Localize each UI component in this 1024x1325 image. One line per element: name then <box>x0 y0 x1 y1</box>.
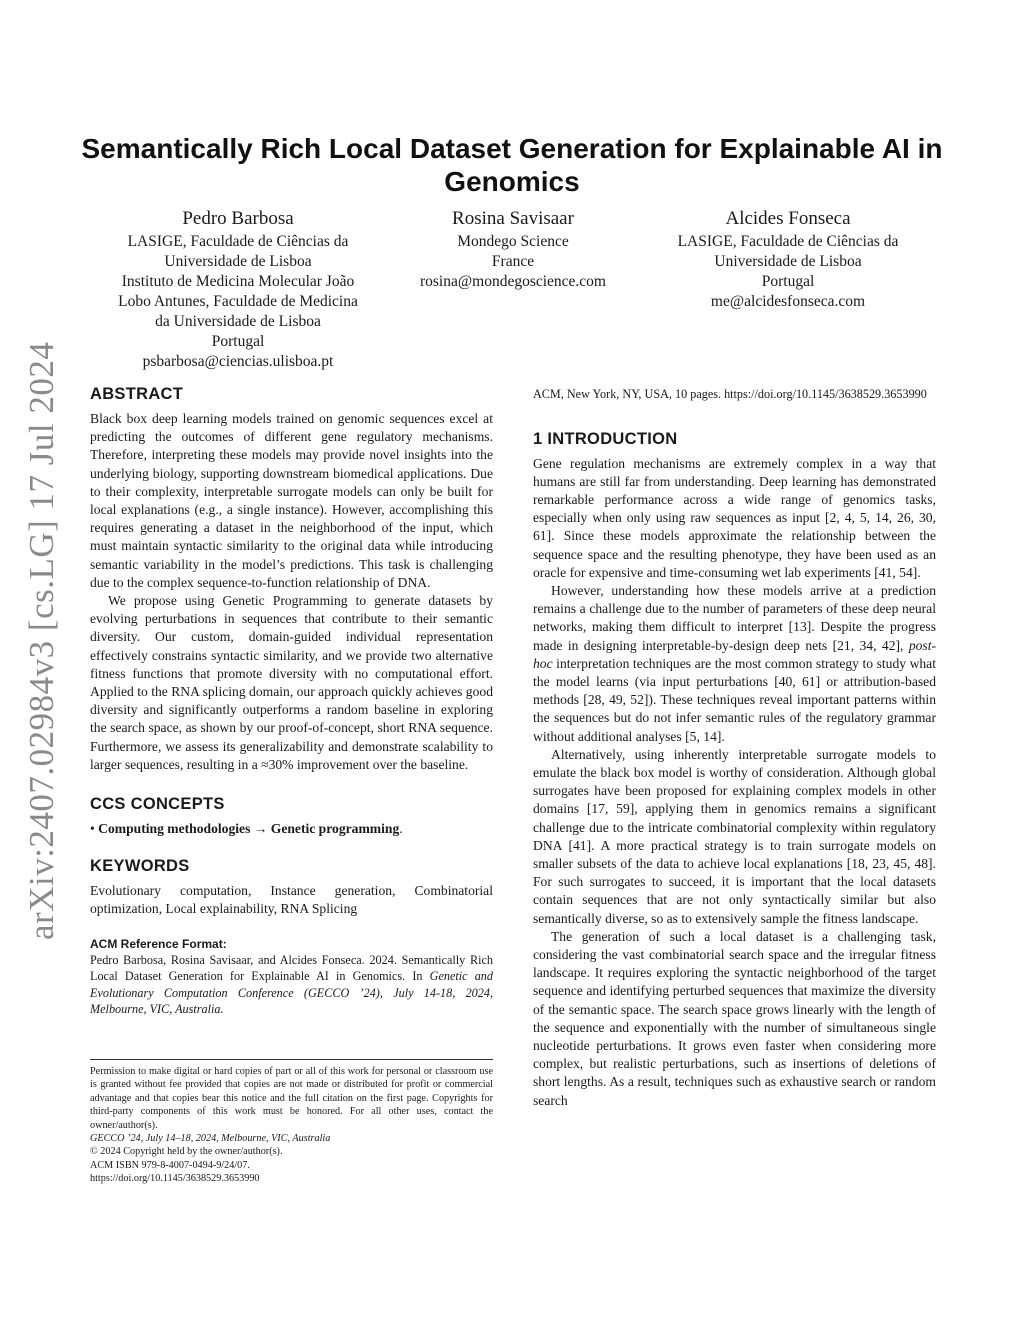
author-country: Portugal <box>211 333 265 350</box>
author-affiliation: da Universidade de Lisboa <box>155 313 321 330</box>
author-affiliation: LASIGE, Faculdade de Ciências da <box>127 233 349 250</box>
doi-link[interactable]: https://doi.org/10.1145/3638529.3653990 <box>90 1173 260 1185</box>
intro-paragraph-2: However, understanding how these models arrive at a prediction remains a challenge due to the number of parameters of these deep neural networks, making them difficult to interpret [13]. Despite the progress made in designing interpretable-by-design deep nets [21, 34, 42], post-hoc interpretation techniques are the most common strategy to study what the model learns (via input perturbations [40, 61] or attribution-based methods [28, 49, 52]). These techniques reveal important patterns within the sequences but do not infer semantic rules of the regulatory grammar without additional analyses [5, 14]. <box>533 582 936 744</box>
author-name: Alcides Fonseca <box>725 208 851 229</box>
footnote-divider <box>90 1059 493 1060</box>
copyright-line: © 2024 Copyright held by the owner/author(s). <box>90 1146 283 1158</box>
author-affiliation: Lobo Antunes, Faculdade de Medicina <box>118 293 358 310</box>
author-name: Rosina Savisaar <box>452 208 574 229</box>
copyright-footnote <box>90 1059 493 1186</box>
isbn-line: ACM ISBN 979-8-4007-0494-9/24/07. <box>90 1159 250 1171</box>
acm-reference-continued: ACM, New York, NY, USA, 10 pages. https://doi.org/10.1145/3638529.3653990 <box>533 387 927 401</box>
author-email: rosina@mondegoscience.com <box>419 273 606 290</box>
acm-reference-text: Pedro Barbosa, Rosina Savisaar, and Alcides Fonseca. 2024. Semantically Rich Local Dataset Generation for Explainable AI in Genomics. In Genetic and Evolutionary Computation Conference (GECCO ’24), July 14-18, 2024, Melbourne, VIC, Australia. <box>90 952 493 1017</box>
author-affiliation: Universidade de Lisboa <box>164 253 312 270</box>
keywords-heading: KEYWORDS <box>90 857 190 876</box>
acm-reference-heading: ACM Reference Format: <box>90 936 227 951</box>
permission-notice: Permission to make digital or hard copies of part or all of this work for personal or classroom use is granted without fee provided that copies are not made or distributed for profit or commercial advantage and that copies bear this notice and the full citation on the first page. Copyrights for third-party components of this work must be honored. For all other uses, contact the owner/author(s). <box>90 1066 493 1131</box>
left-column <box>90 384 493 1018</box>
author-affiliation: Instituto de Medicina Molecular João <box>121 273 355 290</box>
paper-title: Semantically Rich Local Dataset Generation for Explainable AI in Genomics <box>81 133 943 197</box>
author-name: Pedro Barbosa <box>182 208 294 229</box>
abstract-paragraph-1: Black box deep learning models trained on genomic sequences excel at predicting the outcomes of different gene regulatory mechanisms. Therefore, interpreting these models may provide novel insights into the underlying biology, supporting downstream biomedical applications. Due to their complexity, interpretable surrogate models can only be built for local explanations (e.g., a single instance). However, accomplishing this requires generating a dataset in the neighborhood of the input, which must maintain syntactic similarity to the original data while introducing semantic variability in the model’s predictions. This task is challenging due to the complex sequence-to-function relationship of DNA. <box>90 411 493 590</box>
abstract-heading: ABSTRACT <box>90 385 184 403</box>
author-affiliation: LASIGE, Faculdade de Ciências da <box>677 233 899 250</box>
author-affiliation: Universidade de Lisboa <box>714 253 862 270</box>
author-email: me@alcidesfonseca.com <box>710 293 866 310</box>
intro-paragraph-4: The generation of such a local dataset is a challenging task, considering the vast combinatorial search space and the irregular fitness landscape. It requires exploring the syntactic neighborhood of the target sequence and identifying perturbed sequences that maximize the diversity of the semantic space. The search space grows linearly with the length of the sequence and exponentially with the number of simultaneous single nucleotide perturbations. It grows even faster when considering more complex, but realistic perturbations, such as insertions of deletions of short lengths. As a result, techniques such as exhaustive search or random search <box>533 928 936 1108</box>
intro-paragraph-3: Alternatively, using inherently interpretable surrogate models to emulate the black box model is worthy of consideration. Although global surrogates have been proposed for explaining complex models in other domains [17, 59], applying them in genomics remains a significant challenge due to the intricate combinatorial complexity within regulatory DNA [41]. A more practical strategy is to train surrogate models on smaller subsets of the data to achieve local explanations [18, 23, 45, 48]. For such surrogates to succeed, it is important that the local datasets contain sequences that are not only syntactically similar but also semantically diverse, so as to extensively sample the fitness landscape. <box>533 746 936 926</box>
abstract-paragraph-2: We propose using Genetic Programming to generate datasets by evolving perturbations in sequences that contribute to their semantic diversity. Our custom, domain-guided individual representation effectively constrains syntactic similarity, and we provide two alternative fitness functions that promote diversity with no computational effort. Applied to the RNA splicing domain, our approach quickly achieves good diversity and significantly outperforms a random baseline in exploring the search space, as shown by our proof-of-concept, short RNA sequence. Furthermore, we assess its generalizability and demonstrate scalability to larger sequences, resulting in a ≈30% improvement over the baseline. <box>90 593 493 772</box>
right-column <box>533 386 936 1110</box>
author-block-2 <box>385 208 641 292</box>
venue-line: GECCO ’24, July 14–18, 2024, Melbourne, VIC, Australia <box>90 1133 331 1145</box>
author-block-3 <box>640 208 936 312</box>
author-block-1 <box>90 208 386 372</box>
intro-paragraph-1: Gene regulation mechanisms are extremely complex in a way that humans are still far from understanding. Deep learning has demonstrated remarkable performance across a wide range of genomics tasks, especially when only using raw sequences as input [2, 4, 5, 14, 26, 30, 61]. Since these models approximate the relationship between the sequence space and the resulting phenotype, they have been used as an oracle for expensive and time-consuming wet lab experiments [41, 54]. <box>533 455 936 580</box>
acm-reference <box>90 937 493 1018</box>
author-country: France <box>491 253 535 270</box>
arxiv-identifier: arXiv:2407.02984v3 [cs.LG] 17 Jul 2024 <box>22 341 61 940</box>
author-country: Portugal <box>761 273 815 290</box>
author-affiliation: Mondego Science <box>457 233 569 250</box>
introduction-heading: 1 INTRODUCTION <box>533 429 678 448</box>
ccs-concepts-text: • Computing methodologies → Genetic programming. <box>90 821 403 837</box>
keywords-text: Evolutionary computation, Instance generation, Combinatorial optimization, Local explainability, RNA Splicing <box>90 883 493 917</box>
ccs-concepts-heading: CCS CONCEPTS <box>90 795 225 814</box>
author-email: psbarbosa@ciencias.ulisboa.pt <box>142 353 334 370</box>
